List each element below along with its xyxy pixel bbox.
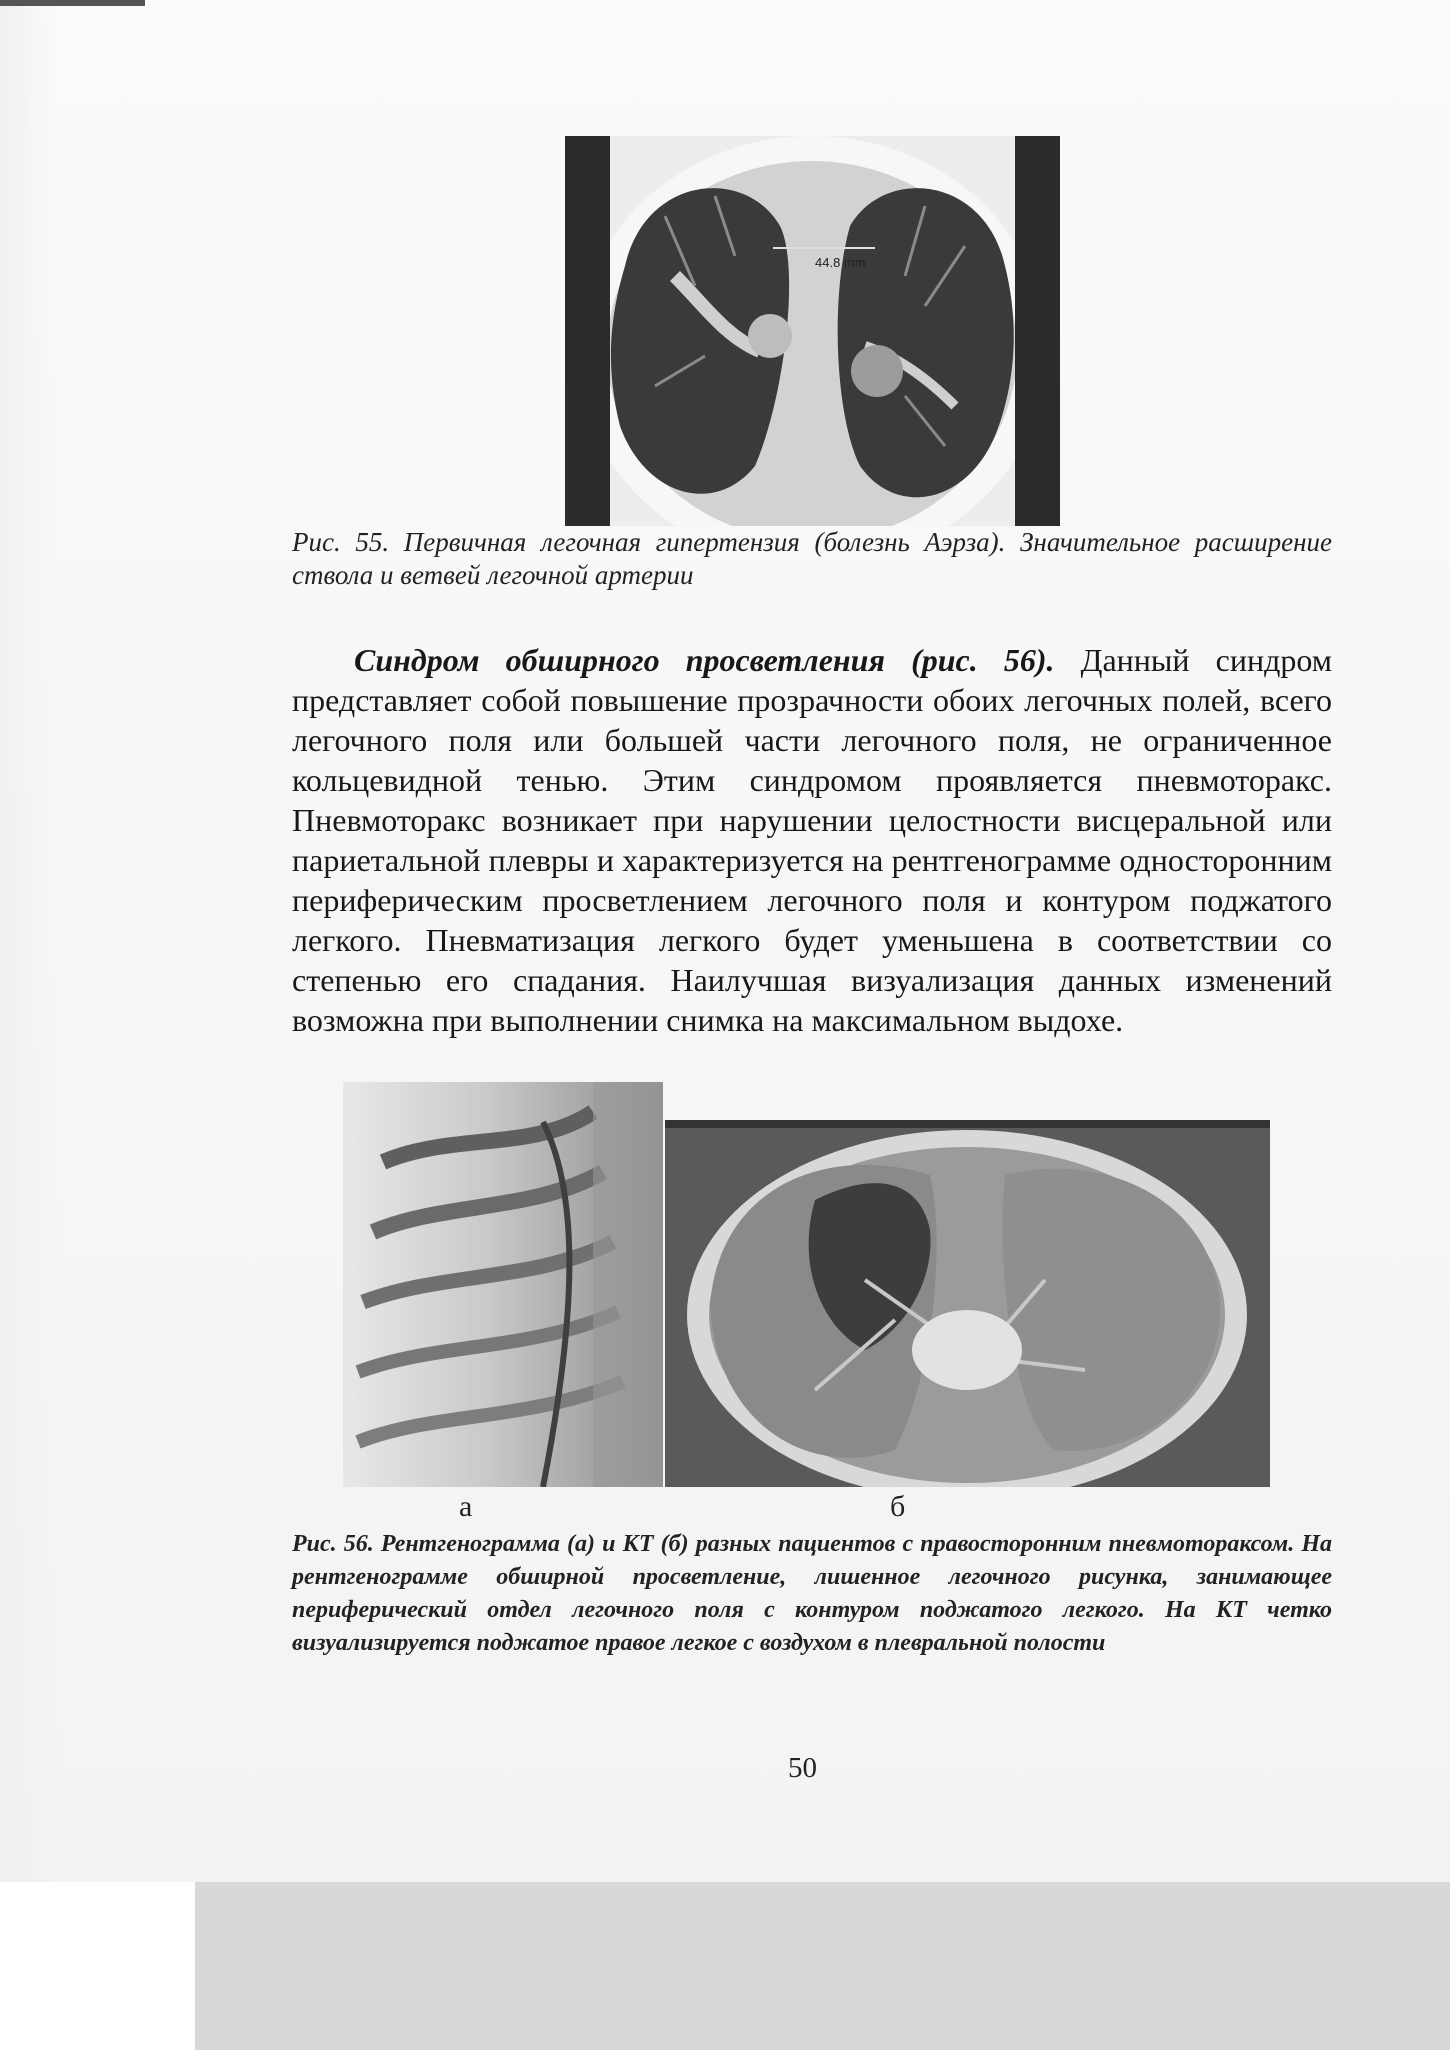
section-heading: Синдром обширного просветления (рис. 56). bbox=[354, 642, 1055, 678]
measurement-label: 44.8 mm bbox=[815, 255, 866, 270]
page-edge-shadow bbox=[0, 0, 60, 1882]
figure-55-ct-image bbox=[565, 136, 1060, 526]
section-body bbox=[292, 640, 1332, 1040]
figure-56-caption: Рис. 56. Рентгенограмма (а) и КТ (б) разных пациентов с правосторонним пневмотораксом. На рентгенограмме обширной просветление, лишенное легочного рисунка, занимающее периферический отдел легочного поля с контуром поджатого легкого. На КТ четко визуализируется поджатое правое легкое с воздухом в плевральной полости bbox=[292, 1531, 1332, 1656]
scan-artifact bbox=[0, 0, 145, 6]
figure-56a-label: а bbox=[459, 1490, 473, 1523]
ct-pneumothorax-illustration bbox=[665, 1120, 1270, 1487]
scan-background-band bbox=[195, 1882, 1450, 2050]
figure-56b-label: б bbox=[890, 1490, 906, 1523]
ct-scan-illustration bbox=[565, 136, 1060, 526]
section-paragraph: Данный синдром представляет собой повышение прозрачности обоих легочных полей, всего легочного поля или большей части легочного поля, не ограниченное кольцевидной тенью. Этим синдромом проявляется пневмоторакс. Пневмоторакс возникает при нарушении целостности висцеральной или париетальной плевры и характеризуется на рентгенограмме односторонним периферическим просветлением легочного поля и контуром поджатого легкого. Пневматизация легкого будет уменьшена в соответствии со степенью его спадания. Наилучшая визуализация данных изменений возможна при выполнении снимка на максимальном выдохе. bbox=[292, 642, 1333, 1038]
figure-56b-ct-image bbox=[665, 1120, 1270, 1487]
figure-55-caption: Рис. 55. Первичная легочная гипертензия (болезнь Аэрза). Значительное расширение ствола и ветвей легочной артерии bbox=[292, 527, 1332, 590]
figure-56a-xray-image bbox=[343, 1082, 663, 1487]
page-number: 50 bbox=[788, 1752, 817, 1784]
xray-illustration bbox=[343, 1082, 663, 1487]
